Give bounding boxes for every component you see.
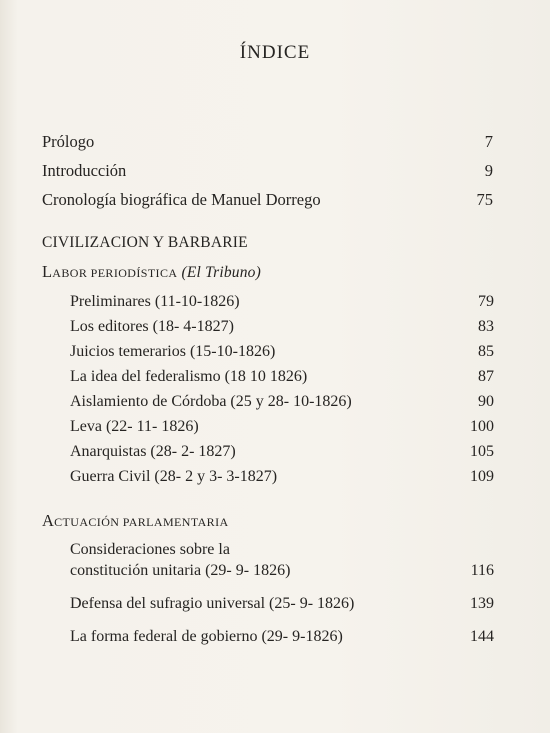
entry-page: 90 (478, 393, 494, 410)
entry-label: Leva (22- 11- 1826) (70, 418, 199, 435)
entry-label: Defensa del sufragio universal (25- 9- 1826) (70, 595, 355, 612)
page-title: ÍNDICE (239, 42, 311, 63)
toc-entry (70, 594, 494, 614)
entry-page: 116 (470, 562, 494, 579)
entry-label: Cronología biográfica de Manuel Dorrego (42, 190, 321, 209)
part-heading: CIVILIZACION Y BARBARIE (42, 234, 248, 251)
entry-label: La forma federal de gobierno (29- 9-1826) (70, 628, 343, 645)
heading-initial: L (42, 262, 53, 281)
toc-entry (70, 292, 494, 312)
entry-label: Prólogo (42, 132, 95, 151)
entry-label: La idea del federalismo (18 10 1826) (70, 368, 308, 385)
toc-entry-multiline (70, 539, 494, 581)
entry-page: 85 (478, 343, 494, 360)
entry-label: Guerra Civil (28- 2 y 3- 3-1827) (70, 468, 278, 485)
entry-page: 100 (470, 418, 494, 435)
heading-italic: (El Tribuno) (181, 264, 261, 281)
entry-label-line2: constitución unitaria (29- 9- 1826) (70, 562, 291, 579)
entry-label: Preliminares (11-10-1826) (70, 293, 240, 310)
entry-page: 75 (476, 190, 493, 209)
entry-page: 109 (470, 468, 494, 485)
toc-entry (70, 417, 494, 437)
entry-page: 139 (470, 595, 494, 612)
entry-page: 9 (484, 161, 493, 180)
toc-entry-cronologia (42, 190, 493, 210)
entry-page: 7 (484, 132, 493, 151)
section-heading-actuacion-parlamentaria (42, 511, 229, 531)
toc-entry (70, 367, 494, 387)
toc-entry (70, 392, 494, 412)
entry-page: 83 (478, 318, 494, 335)
heading-rest: ABOR PERIODÍSTICA (52, 266, 178, 280)
entry-label-line1: Consideraciones sobre la (70, 541, 230, 558)
entry-label: Juicios temerarios (15-10-1826) (70, 343, 276, 360)
heading-rest: CTUACIÓN PARLAMENTARIA (54, 515, 229, 529)
entry-page: 105 (470, 443, 494, 460)
toc-entry (70, 342, 494, 362)
toc-entry (70, 627, 494, 647)
entry-page: 79 (478, 293, 494, 310)
section-heading-labor-periodistica (42, 262, 261, 282)
toc-entry-prologo (42, 132, 493, 152)
toc-entry-introduccion (42, 161, 493, 181)
entry-page: 144 (470, 628, 494, 645)
entry-label: Anarquistas (28- 2- 1827) (70, 443, 236, 460)
toc-entry (70, 317, 494, 337)
toc-entry (70, 467, 494, 487)
entry-label: Introducción (42, 161, 127, 180)
entry-label: Los editores (18- 4-1827) (70, 318, 234, 335)
toc-entry (70, 442, 494, 462)
entry-label: Aislamiento de Córdoba (25 y 28- 10-1826) (70, 393, 352, 410)
heading-initial: A (42, 511, 55, 530)
entry-page: 87 (478, 368, 494, 385)
